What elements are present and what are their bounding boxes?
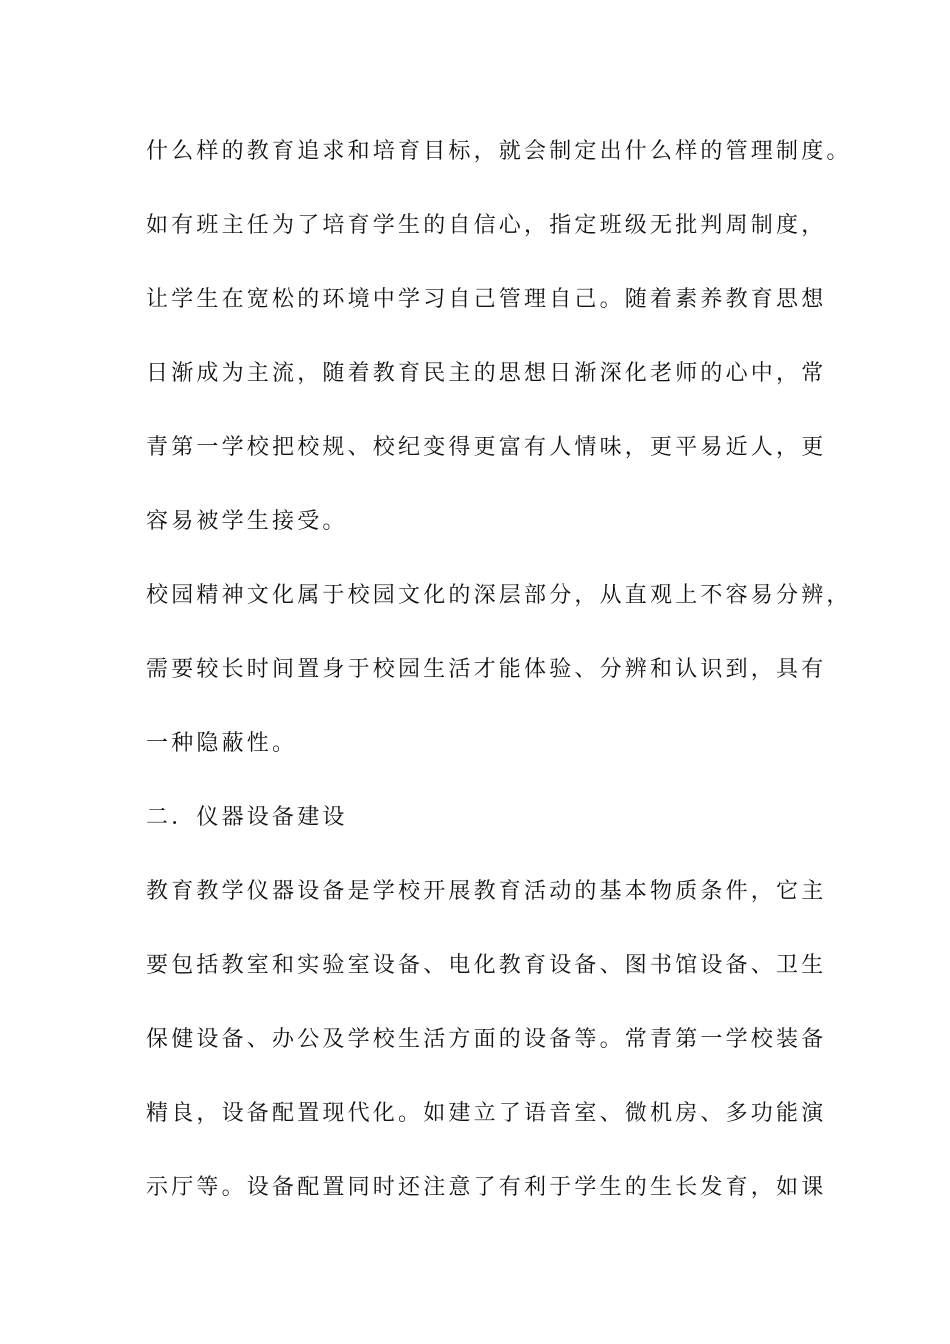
text-line: 要包括教室和实验室设备、电化教育设备、图书馆设备、卫生 — [146, 953, 827, 978]
text-line: 如有班主任为了培育学生的自信心，指定班级无批判周制度， — [146, 213, 827, 238]
text-line: 保健设备、办公及学校生活方面的设备等。常青第一学校装备 — [146, 1027, 827, 1052]
text-line: 示厅等。设备配置同时还注意了有利于学生的生长发育，如课 — [146, 1175, 827, 1200]
text-line: 容易被学生接受。 — [146, 509, 348, 534]
text-line: 什么样的教育追求和培育目标，就会制定出什么样的管理制度。 — [146, 139, 852, 164]
text-line: 一种隐蔽性。 — [146, 731, 298, 756]
text-line: 让学生在宽松的环境中学习自己管理自己。随着素养教育思想 — [146, 287, 827, 312]
text-line: 需要较长时间置身于校园生活才能体验、分辨和认识到，具有 — [146, 657, 827, 682]
text-line: 教育教学仪器设备是学校开展教育活动的基本物质条件，它主 — [146, 879, 827, 904]
text-line: 日渐成为主流，随着教育民主的思想日渐深化老师的心中，常 — [146, 361, 827, 386]
text-line: 青第一学校把校规、校纪变得更富有人情味，更平易近人，更 — [146, 435, 827, 460]
text-line: 校园精神文化属于校园文化的深层部分，从直观上不容易分辨， — [146, 583, 852, 608]
text-line: 精良，设备配置现代化。如建立了语音室、微机房、多功能演 — [146, 1101, 827, 1126]
section-heading: 二．仪器设备建设 — [146, 805, 348, 830]
